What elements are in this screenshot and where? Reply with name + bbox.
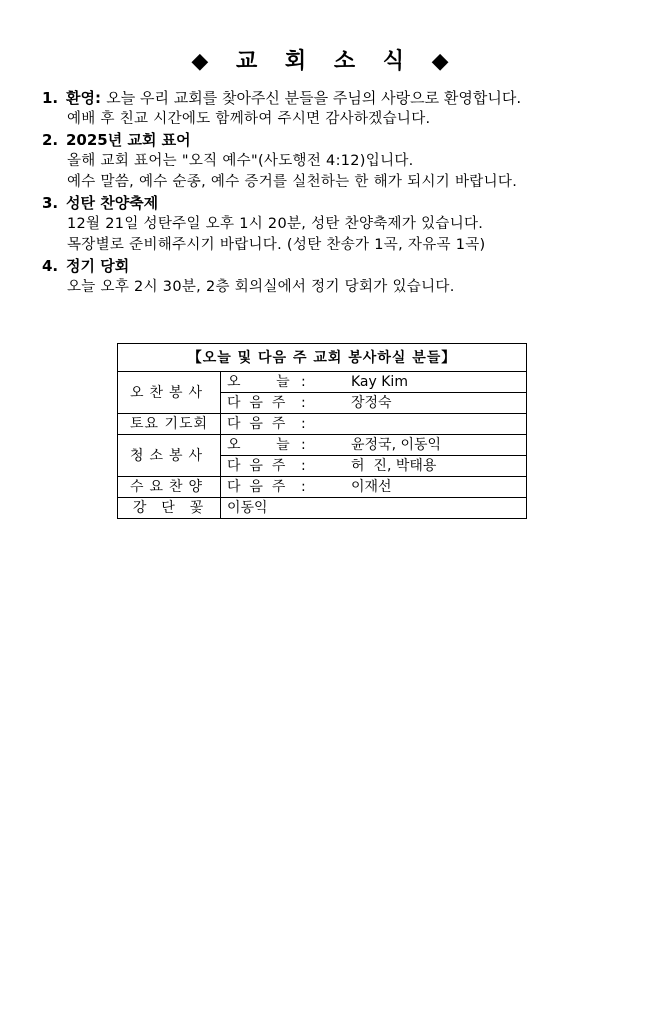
cleaning-today-names: 윤정국, 이동익 <box>345 435 527 456</box>
news-list <box>42 88 632 298</box>
news-item-line: 예수 말씀, 예수 순종, 예수 증거를 실천하는 한 해가 되시기 바랍니다. <box>67 174 518 190</box>
when-next <box>221 414 346 435</box>
colon: : <box>301 458 306 474</box>
when-label: 오 늘 <box>227 374 290 390</box>
when-label: 다 음 주 <box>227 395 286 411</box>
wednesday-next-names: 이재선 <box>345 477 527 498</box>
news-item-number: 3. <box>42 194 59 212</box>
news-item-number: 2. <box>42 131 59 149</box>
colon: : <box>301 479 306 495</box>
when-next <box>221 456 346 477</box>
colon: : <box>301 395 306 411</box>
news-item-heading <box>42 256 632 277</box>
when-today <box>221 372 346 393</box>
when-label: 다 음 주 <box>227 458 286 474</box>
table-row <box>118 477 527 498</box>
news-item-title: 환영: <box>66 89 101 107</box>
cleaning-next-names: 허 진, 박태용 <box>345 456 527 477</box>
news-item-heading <box>42 193 632 214</box>
news-item-heading <box>42 130 632 151</box>
saturday-next-names <box>345 414 527 435</box>
news-item-2 <box>42 130 632 193</box>
news-item-1 <box>42 88 632 130</box>
page-title <box>0 44 650 75</box>
news-item-title: 성탄 찬양축제 <box>66 194 159 212</box>
role-saturday-prayer: 토요 기도회 <box>118 414 221 435</box>
duty-table-header-row <box>118 344 527 372</box>
when-next <box>221 393 346 414</box>
news-item-line: 예배 후 친교 시간에도 함께하여 주시면 감사하겠습니다. <box>67 111 431 127</box>
news-item-heading <box>42 88 632 109</box>
news-item-line: 올해 교회 표어는 "오직 예수"(사도행전 4:12)입니다. <box>67 153 414 169</box>
colon: : <box>301 374 306 390</box>
role-wednesday-praise: 수요찬양 <box>118 477 221 498</box>
ochan-next-names: 장정숙 <box>345 393 527 414</box>
when-today <box>221 435 346 456</box>
role-cleaning: 청소봉사 <box>118 435 221 477</box>
role-ochan: 오찬봉사 <box>118 372 221 414</box>
table-row <box>118 498 527 519</box>
news-item-title: 2025년 교회 표어 <box>66 131 191 149</box>
altar-flowers-names: 이동익 <box>221 498 527 519</box>
news-item-text: 오늘 우리 교회를 찾아주신 분들을 주님의 사랑으로 환영합니다. <box>106 89 522 107</box>
duty-table-header: 【오늘 및 다음 주 교회 봉사하실 분들】 <box>118 344 527 372</box>
news-item-title: 정기 당회 <box>66 257 130 275</box>
news-item-line: 오늘 오후 2시 30분, 2층 회의실에서 정기 당회가 있습니다. <box>67 279 455 295</box>
table-row <box>118 435 527 456</box>
news-item-line: 목장별로 준비해주시기 바랍니다. (성탄 찬송가 1곡, 자유곡 1곡) <box>67 237 486 253</box>
role-altar-flowers: 강 단 꽃 <box>118 498 221 519</box>
news-item-line: 12월 21일 성탄주일 오후 1시 20분, 성탄 찬양축제가 있습니다. <box>67 216 484 232</box>
when-label: 오 늘 <box>227 437 290 453</box>
title-text: ◆ 교 회 소 식 ◆ <box>191 49 459 74</box>
when-label: 다 음 주 <box>227 416 286 432</box>
news-item-4 <box>42 256 632 298</box>
news-item-number: 4. <box>42 257 59 275</box>
when-label: 다 음 주 <box>227 479 286 495</box>
colon: : <box>301 437 306 453</box>
when-next <box>221 477 346 498</box>
news-item-number: 1. <box>42 89 59 107</box>
news-item-3 <box>42 193 632 256</box>
table-row <box>118 372 527 393</box>
ochan-today-names: Kay Kim <box>345 372 527 393</box>
colon: : <box>301 416 306 432</box>
table-row <box>118 414 527 435</box>
duty-table <box>117 343 527 519</box>
